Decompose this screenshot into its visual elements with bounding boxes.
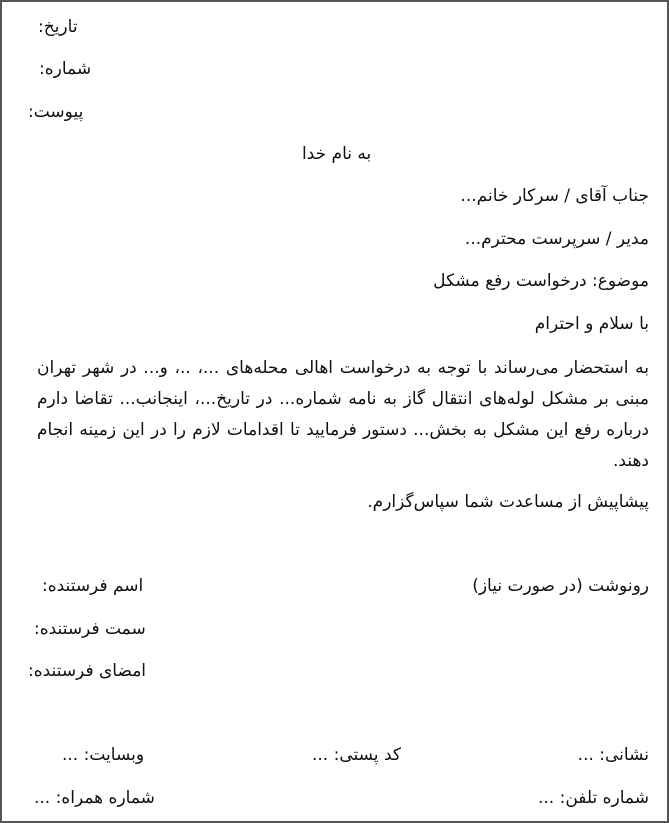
sender-signature-label: امضای فرستنده: (28, 661, 147, 681)
footer-website: وبسایت: ... (62, 745, 145, 765)
greeting: با سلام و احترام (534, 314, 649, 334)
subject-line: موضوع: درخواست رفع مشکل (433, 271, 649, 291)
footer-phone: شماره تلفن: ... (537, 788, 649, 808)
date-label: تاریخ: (38, 17, 78, 37)
closing: پیشاپیش از مساعدت شما سپاس‌گزارم. (367, 492, 649, 512)
footer-mobile: شماره همراه: ... (34, 788, 155, 808)
attachment-label: پیوست: (28, 102, 84, 122)
recipient-position: مدیر / سرپرست محترم... (464, 229, 649, 249)
footer-postal-code: کد پستی: ... (312, 745, 401, 765)
number-label: شماره: (39, 59, 92, 79)
copy-note: رونوشت (در صورت نیاز) (472, 576, 649, 596)
footer-address: نشانی: ... (577, 745, 649, 765)
letter-body: به استحضار می‌رساند با توجه به درخواست اهالی محله‌های ...، ..، و... در شهر تهران مبنی بر مشکل لوله‌های انتقال گاز به نامه شماره... در تاریخ...، اینجانب... تقاضا دارم درباره رفع این مشکل به بخش... دستور فرمایید تا اقدامات لازم را در این زمینه انجام دهند. (37, 358, 649, 471)
recipient-salutation: جناب آقای / سرکار خانم... (460, 186, 649, 206)
sender-name-label: اسم فرستنده: (42, 576, 144, 596)
invocation: به نام خدا (302, 144, 372, 164)
sender-title-label: سمت فرستنده: (34, 619, 146, 639)
